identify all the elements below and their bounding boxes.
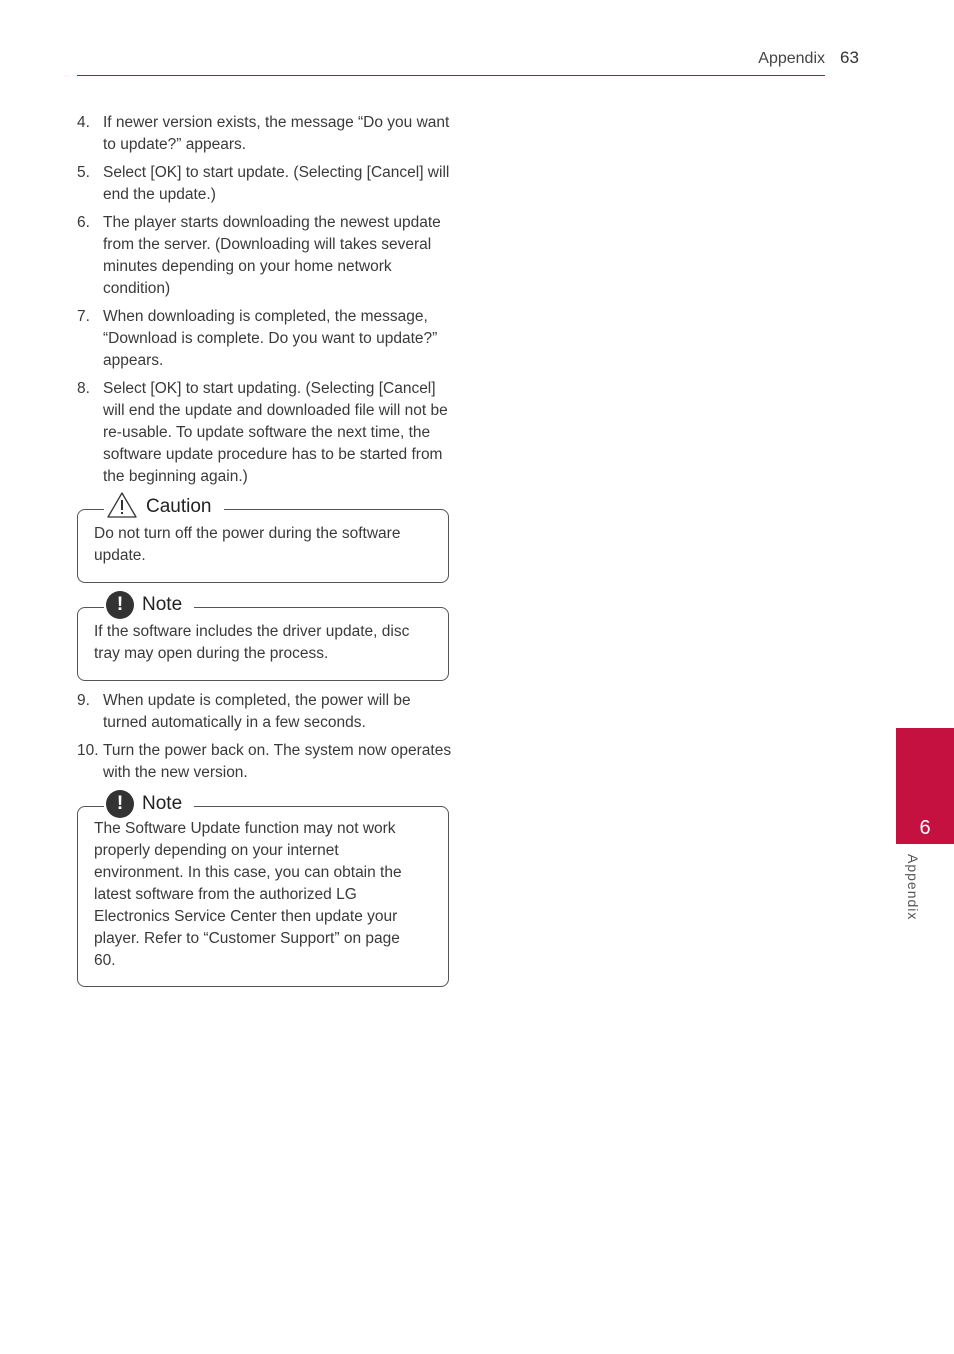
note-label: Note <box>142 793 183 814</box>
note-box <box>77 594 449 681</box>
caution-title <box>104 492 224 522</box>
chapter-tab <box>896 728 954 844</box>
chapter-number: 6 <box>919 817 931 839</box>
note-label: Note <box>142 594 183 615</box>
note-box-software <box>77 793 449 987</box>
caution-label: Caution <box>146 496 212 517</box>
list-item: 9. When update is completed, the power will be turned automatically in a few seconds. <box>77 692 411 731</box>
list-item: 6. The player starts downloading the newest update from the server. (Downloading will takes several minutes depending on your home network condition) <box>77 214 441 297</box>
exclamation-icon: ! <box>106 591 134 619</box>
list-item: 7. When downloading is completed, the message, “Download is complete. Do you want to update?” appears. <box>77 308 438 369</box>
exclamation-icon: ! <box>106 790 134 818</box>
list-item: 5. Select [OK] to start update. (Selecting [Cancel] will end the update.) <box>77 164 450 203</box>
section-title: Appendix <box>758 50 825 67</box>
list-item: 8. Select [OK] to start updating. (Selecting [Cancel] will end the update and downloaded file will not be re-usable. To update software the next time, the software update procedure has to be started from the beginning again.) <box>77 380 448 485</box>
chapter-label: Appendix <box>905 854 921 921</box>
warning-icon <box>106 491 138 524</box>
note-text: The Software Update function may not work properly depending on your internet environment. In this case, you can obtain the latest software from the authorized LG Electronics Service Center then update your player. Refer to “Customer Support” on page 60. <box>94 820 402 969</box>
page-header <box>77 44 825 76</box>
note-text: If the software includes the driver update, disc tray may open during the process. <box>94 623 410 662</box>
caution-text: Do not turn off the power during the software update. <box>94 525 401 564</box>
caution-box <box>77 496 449 583</box>
step-list-top <box>77 112 453 494</box>
note-title <box>104 590 194 620</box>
step-list-bottom <box>77 690 453 790</box>
page-number: 63 <box>840 48 859 67</box>
list-item: 4. If newer version exists, the message “Do you want to update?” appears. <box>77 114 450 153</box>
note-title <box>104 789 194 819</box>
list-item: 10. Turn the power back on. The system now operates with the new version. <box>77 742 452 781</box>
